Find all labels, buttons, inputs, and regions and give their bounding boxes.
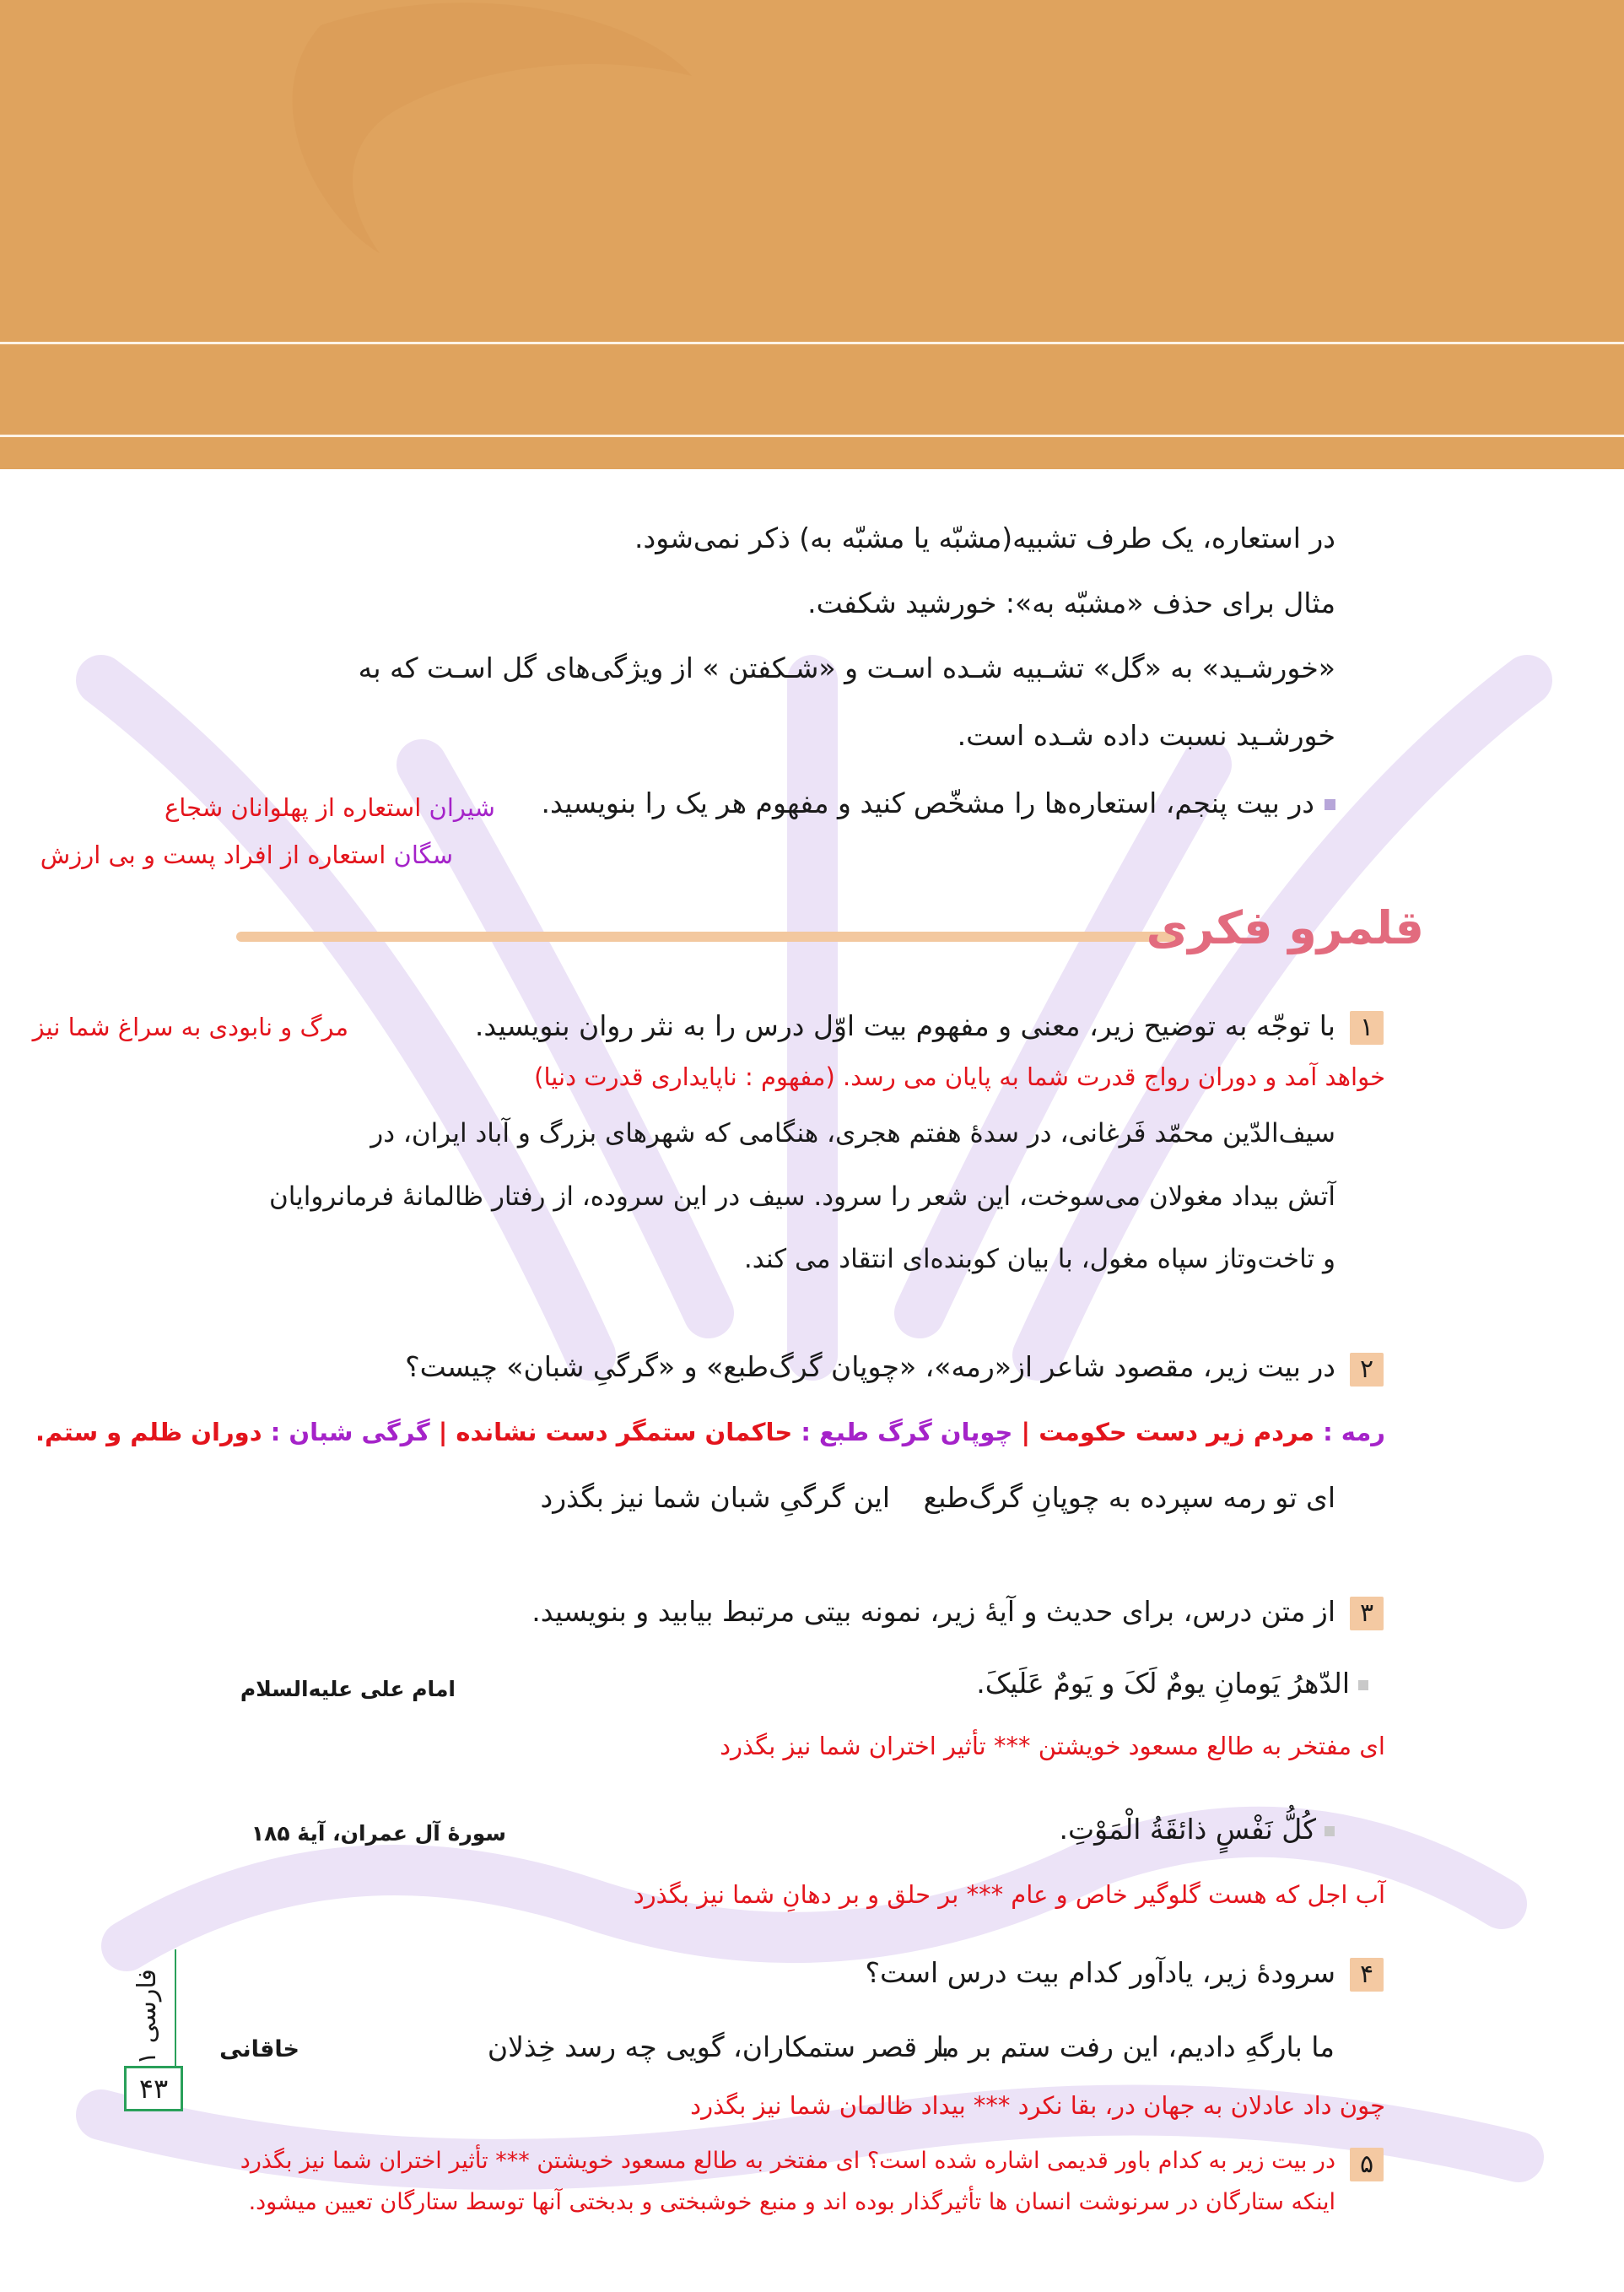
book-side-label: [124, 1949, 175, 2084]
header-watermark: [0, 0, 1624, 469]
ayah-bullet: [1325, 1826, 1335, 1836]
header-line-top: [0, 342, 1624, 344]
intro-line-4: خورشـید نسبت داده شـده است.: [957, 719, 1335, 752]
intro-answer-1-word: شیران: [429, 793, 495, 822]
question-4-verse-a: ما بارگهِ دادیم، این رفت ستم بر ما: [936, 2030, 1335, 2063]
book-name: فارسی ۱: [132, 1969, 162, 2065]
question-1-answer-b: خواهد آمد و دوران رواج قدرت شما به پایان می رسد. (مفهوم : ناپایداری قدرت دنیا): [534, 1062, 1385, 1091]
question-2-answer: [35, 1418, 1385, 1446]
intro-task: [542, 787, 1335, 819]
question-4-number: ۴: [1350, 1958, 1384, 1992]
answer-val-flock: مردم زیر دست حکومت |: [1012, 1418, 1324, 1446]
question-1-text: با توجّه به توضیح زیر، معنی و مفهوم بیت اوّل درس را به نثر روان بنویسید.: [474, 1009, 1335, 1042]
hadith-source: امام علی علیه‌السلام: [240, 1677, 456, 1701]
question-5-text: در بیت زیر به کدام باور قدیمی اشاره شده است؟ ای مفتخر به طالع مسعود خویشتن *** تأثیر اختران شما نیز بگذرد: [240, 2148, 1335, 2174]
question-3-answer-2: آب اجل که هست گلوگیر خاص و عام *** بر حلق و بر دهانِ شما نیز بگذرد: [633, 1880, 1385, 1909]
answer-key-wolfishness: گرگی شبان :: [270, 1418, 430, 1446]
question-2-number: ۲: [1350, 1353, 1384, 1387]
question-1-number: ۱: [1350, 1011, 1384, 1045]
question-1-desc-3: و تاخت‌وتاز سپاه مغول، با بیان کوبنده‌ای انتقاد می کند.: [743, 1244, 1335, 1274]
question-2-verse-a: ای تو رمه سپرده به چوپانِ گرگ‌طبع: [923, 1481, 1335, 1514]
intro-answer-1: [165, 793, 495, 822]
hadith-text: الدّهرُ یَومانِ یومٌ لَکَ و یَومٌ عَلَیکَ.: [976, 1667, 1350, 1700]
section-title-bar: [236, 932, 1183, 942]
intro-answer-2-rest: استعاره از افراد پست و بی ارزش: [40, 841, 394, 869]
intro-line-1: در استعاره، یک طرف تشبیه(مشبّه یا مشبّه به) ذکر نمی‌شود.: [634, 522, 1335, 554]
question-4-text: سرودهٔ زیر، یادآور کدام بیت درس است؟: [865, 1956, 1335, 1989]
intro-answer-2: [40, 841, 453, 869]
answer-key-shepherd: چوپان گرگ طبع :: [801, 1418, 1013, 1446]
intro-answer-2-word: سگان: [393, 841, 453, 869]
question-4-answer: چون داد عادلان به جهان در، بقا نکرد *** بیداد ظالمان شما نیز بگذرد: [690, 2091, 1385, 2120]
answer-key-flock: رمه :: [1323, 1418, 1385, 1446]
question-4-poet: خاقانی: [219, 2036, 299, 2062]
question-5-number: ۵: [1350, 2148, 1384, 2181]
section-title: قلمرو فکری: [1146, 901, 1424, 954]
header-band: [0, 0, 1624, 469]
header-line-bottom: [0, 435, 1624, 437]
task-bullet: [1325, 799, 1335, 810]
ayah-source: سورهٔ آل عمران، آیهٔ ۱۸۵: [251, 1821, 506, 1846]
side-divider: [175, 1949, 176, 2084]
question-3-answer-1: ای مفتخر به طالع مسعود خویشتن *** تأثیر اختران شما نیز بگذرد: [720, 1732, 1385, 1760]
intro-task-text: در بیت پنجم، استعاره‌ها را مشخّص کنید و مفهوم هر یک را بنویسید.: [541, 787, 1314, 819]
question-4-verse-b: بر قصر ستمکاران، گویی چه رسد خِذلان: [487, 2030, 949, 2063]
ayah: [1060, 1813, 1335, 1846]
question-1-answer-a: مرگ و نابودی به سراغ شما نیز: [32, 1013, 348, 1041]
hadith-bullet: [1358, 1680, 1368, 1690]
hadith: [976, 1667, 1368, 1700]
page-number: ۴۳: [124, 2066, 183, 2111]
question-1-desc-1: سیف‌الدّین محمّد فَرغانی، در سدهٔ هفتم هجری، هنگامی که شهرهای بزرگ و آباد ایران، در: [370, 1118, 1335, 1149]
intro-answer-1-rest: استعاره از پهلوانان شجاع: [165, 793, 429, 822]
answer-val-wolfishness: دوران ظلم و ستم.: [35, 1418, 271, 1446]
intro-line-2: مثال برای حذف «مشبّه به»: خورشید شکفت.: [807, 587, 1335, 619]
question-5-answer: اینکه ستارگان در سرنوشت انسان ها تأثیرگذار بوده اند و منبع خوشبختی و بدبختی آنها توسط ستارگان تعیین میشود.: [248, 2189, 1335, 2215]
question-2-verse-b: این گرگیِ شبان شما نیز بگذرد: [540, 1481, 890, 1514]
question-1-desc-2: آتش بیداد مغولان می‌سوخت، این شعر را سرود. سیف در این سروده، از رفتار ظالمانهٔ فرمانروایان: [268, 1181, 1335, 1212]
question-3-text: از متن درس، برای حدیث و آیهٔ زیر، نمونه بیتی مرتبط بیابید و بنویسید.: [531, 1595, 1335, 1628]
question-2-text: در بیت زیر، مقصود شاعر از«رمه»، «چوپان گرگ‌طبع» و «گرگیِ شبان» چیست؟: [405, 1350, 1335, 1383]
question-3-number: ۳: [1350, 1597, 1384, 1630]
answer-val-shepherd: حاکمان ستمگر دست نشانده |: [429, 1418, 801, 1446]
intro-line-3: «خورشـید» به «گل» تشـبیه شـده اسـت و «شـکفتن » از ویژگی‌های گل اسـت که به: [358, 651, 1335, 684]
ayah-text: کُلُّ نَفْسٍ ذائقَةُ الْمَوْتِ.: [1059, 1813, 1316, 1846]
